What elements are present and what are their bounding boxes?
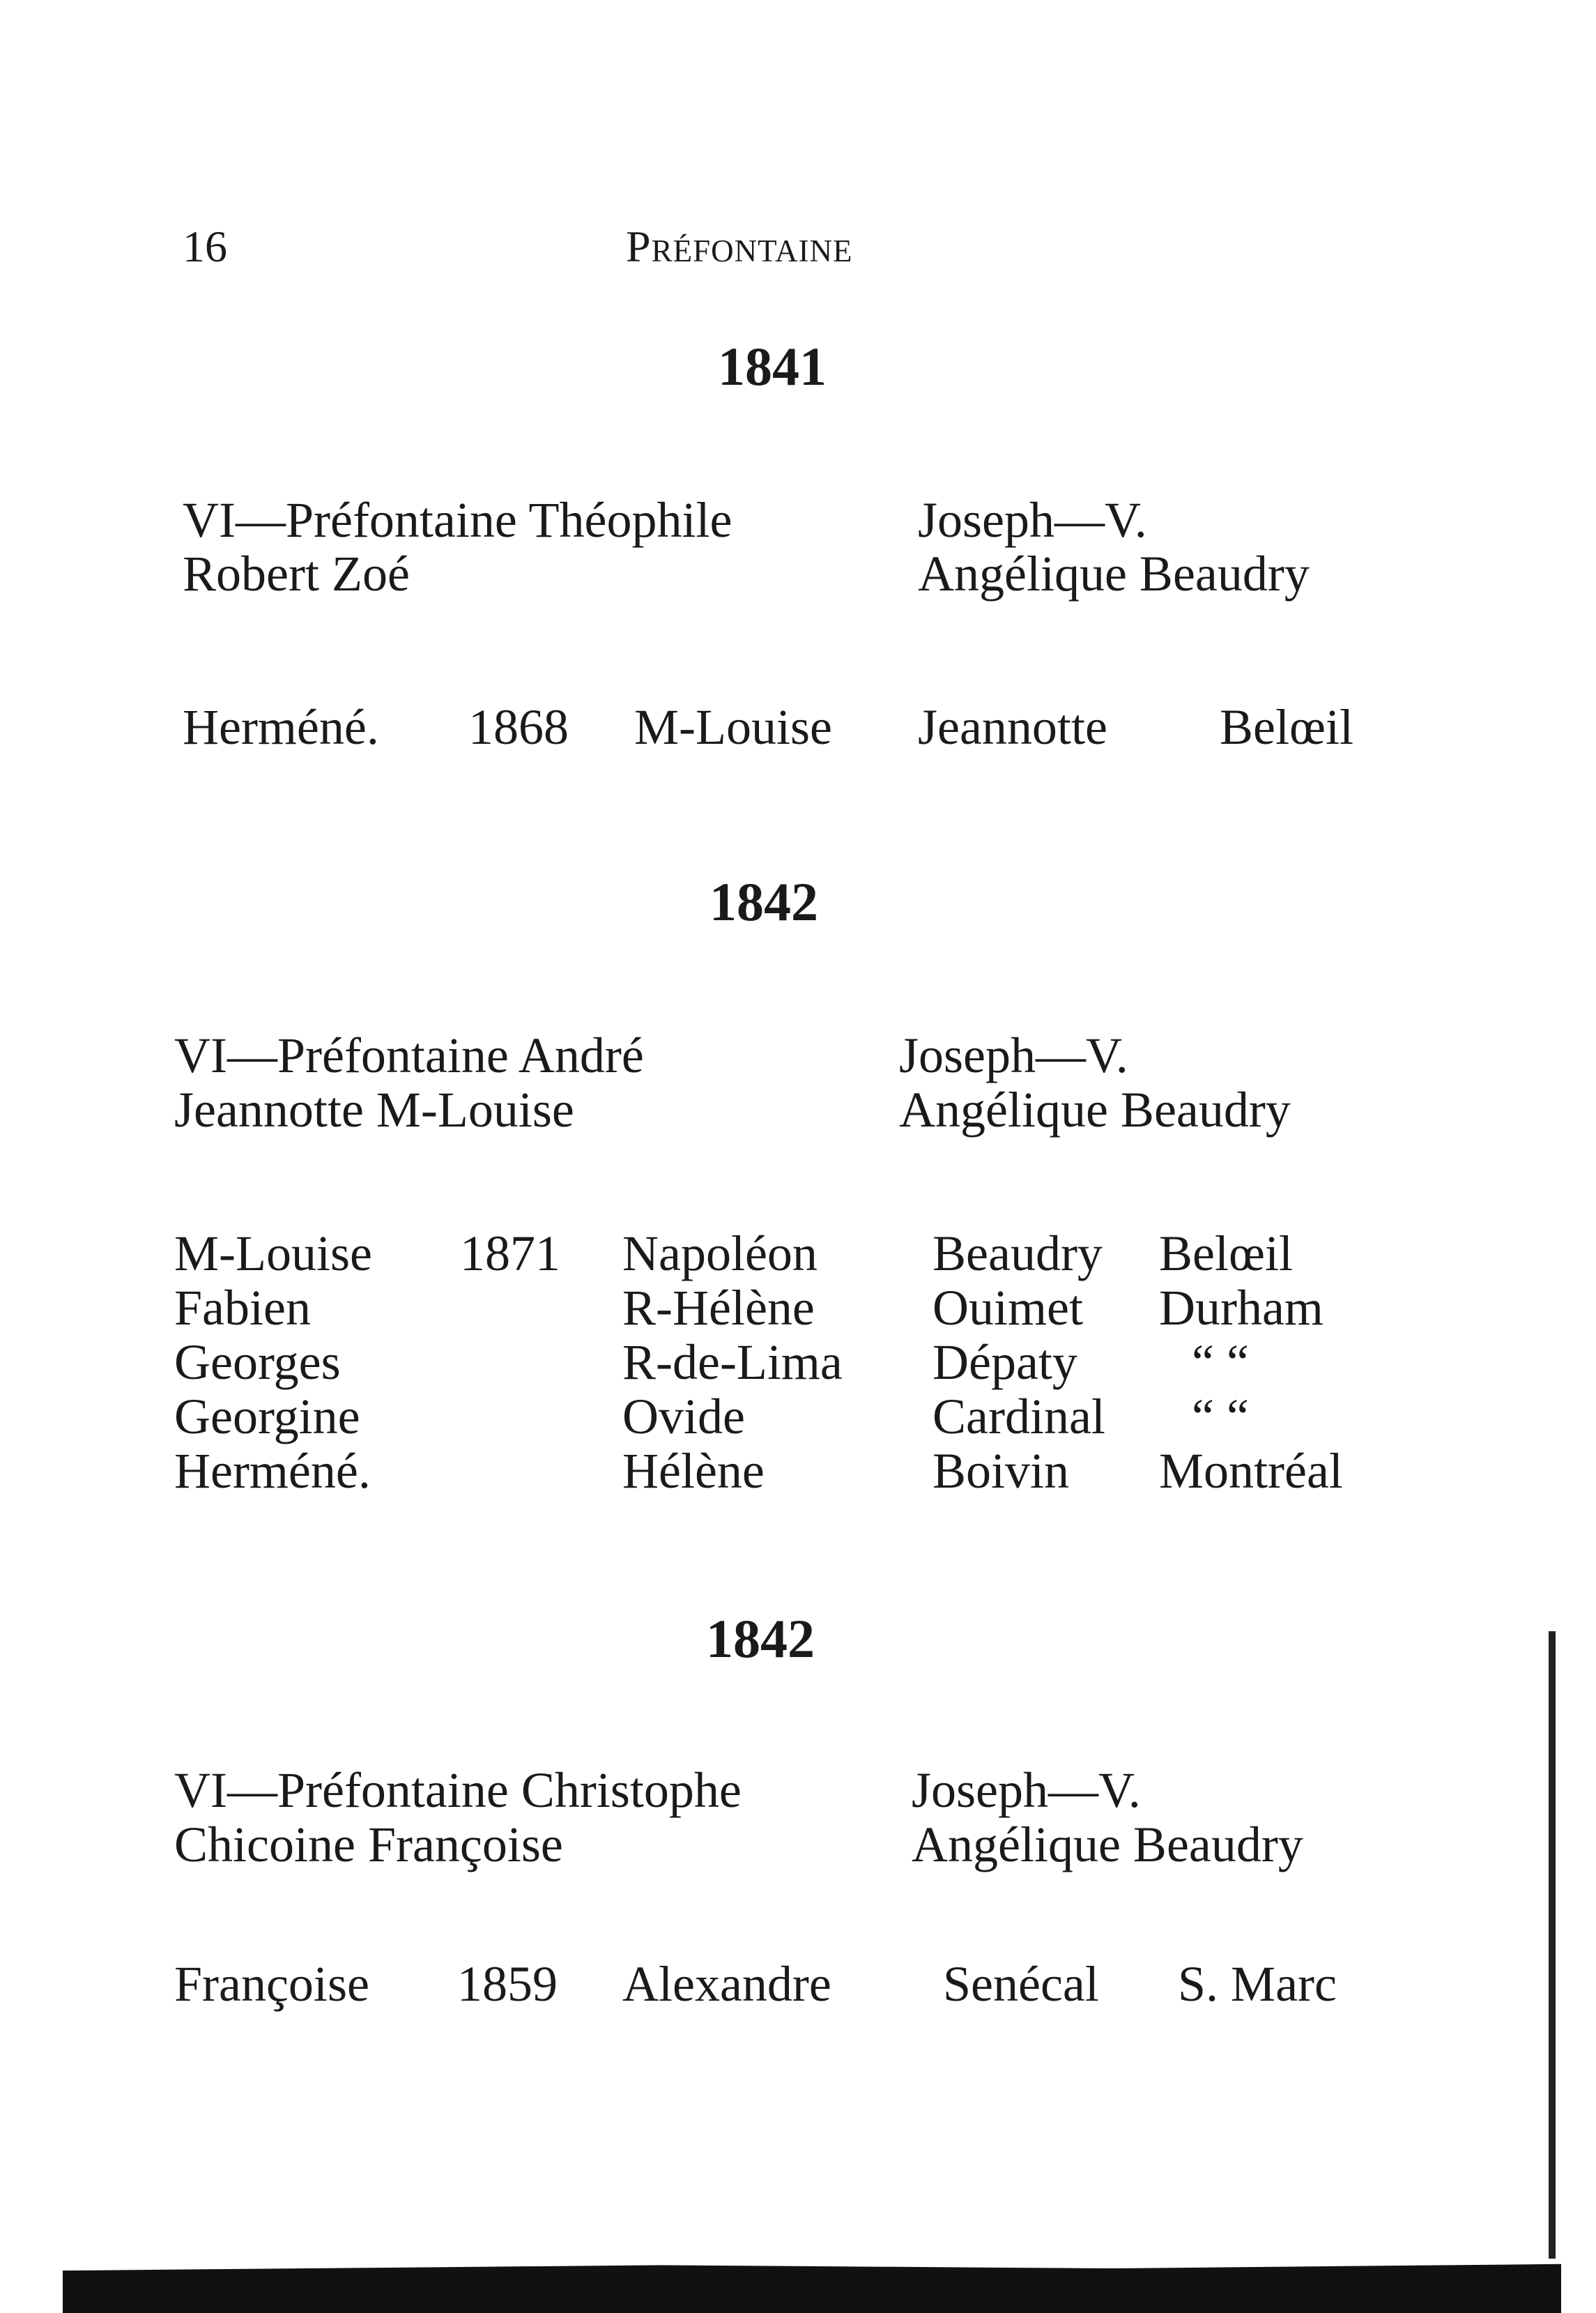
child-spouse-first: R-Hélène: [622, 1280, 815, 1336]
groom-line: VI—Préfontaine André: [174, 1028, 644, 1083]
child-name: Georgine: [174, 1389, 360, 1444]
child-place: Montréal: [1159, 1443, 1343, 1499]
running-title: Préfontaine: [626, 222, 853, 271]
child-spouse-first: Hélène: [622, 1443, 765, 1499]
child-spouse-last: Senécal: [943, 1956, 1099, 2012]
groom-line: VI—Préfontaine Théophile: [183, 492, 732, 548]
child-place: “ “: [1192, 1389, 1249, 1444]
child-spouse-last: Ouimet: [933, 1280, 1083, 1336]
child-name: Georges: [174, 1334, 341, 1390]
page-number: 16: [183, 222, 227, 271]
child-name: M-Louise: [174, 1226, 372, 1281]
binding-edge-shadow: [1549, 1631, 1556, 2259]
parents-mother: Angélique Beaudry: [912, 1817, 1303, 1872]
child-spouse-first: Alexandre: [622, 1956, 831, 2012]
parents-father: Joseph—V.: [918, 492, 1147, 548]
child-place: S. Marc: [1178, 1956, 1337, 2012]
section-year: 1841: [718, 336, 827, 397]
section-year: 1842: [706, 1608, 815, 1669]
child-spouse-last: Dépaty: [933, 1334, 1077, 1390]
section-year: 1842: [709, 871, 818, 932]
parents-mother: Angélique Beaudry: [899, 1082, 1291, 1138]
child-spouse-first: M-Louise: [634, 699, 832, 755]
parents-mother: Angélique Beaudry: [918, 546, 1310, 602]
parents-father: Joseph—V.: [899, 1028, 1128, 1083]
child-spouse-first: R-de-Lima: [622, 1334, 843, 1390]
child-place: Belœil: [1159, 1226, 1293, 1281]
child-spouse-last: Beaudry: [933, 1226, 1103, 1281]
child-spouse-first: Ovide: [622, 1389, 745, 1444]
bride-line: Robert Zoé: [183, 546, 410, 602]
child-spouse-last: Cardinal: [933, 1389, 1105, 1444]
child-marriage-year: 1871: [460, 1226, 560, 1281]
child-name: Herméné.: [174, 1443, 371, 1499]
child-place: Durham: [1159, 1280, 1323, 1336]
bride-line: Jeannotte M-Louise: [174, 1082, 574, 1138]
child-spouse-last: Boivin: [933, 1443, 1070, 1499]
child-spouse-first: Napoléon: [622, 1226, 818, 1281]
bride-line: Chicoine Françoise: [174, 1817, 563, 1872]
child-name: Herméné.: [183, 699, 379, 755]
child-name: Françoise: [174, 1956, 369, 2012]
parents-father: Joseph—V.: [912, 1762, 1141, 1818]
child-name: Fabien: [174, 1280, 311, 1336]
child-place: “ “: [1192, 1334, 1249, 1390]
page-bottom-edge: [63, 2259, 1561, 2313]
child-marriage-year: 1868: [468, 699, 569, 755]
child-place: Belœil: [1220, 699, 1353, 755]
child-spouse-last: Jeannotte: [918, 699, 1107, 755]
groom-line: VI—Préfontaine Christophe: [174, 1762, 742, 1818]
child-marriage-year: 1859: [457, 1956, 558, 2012]
